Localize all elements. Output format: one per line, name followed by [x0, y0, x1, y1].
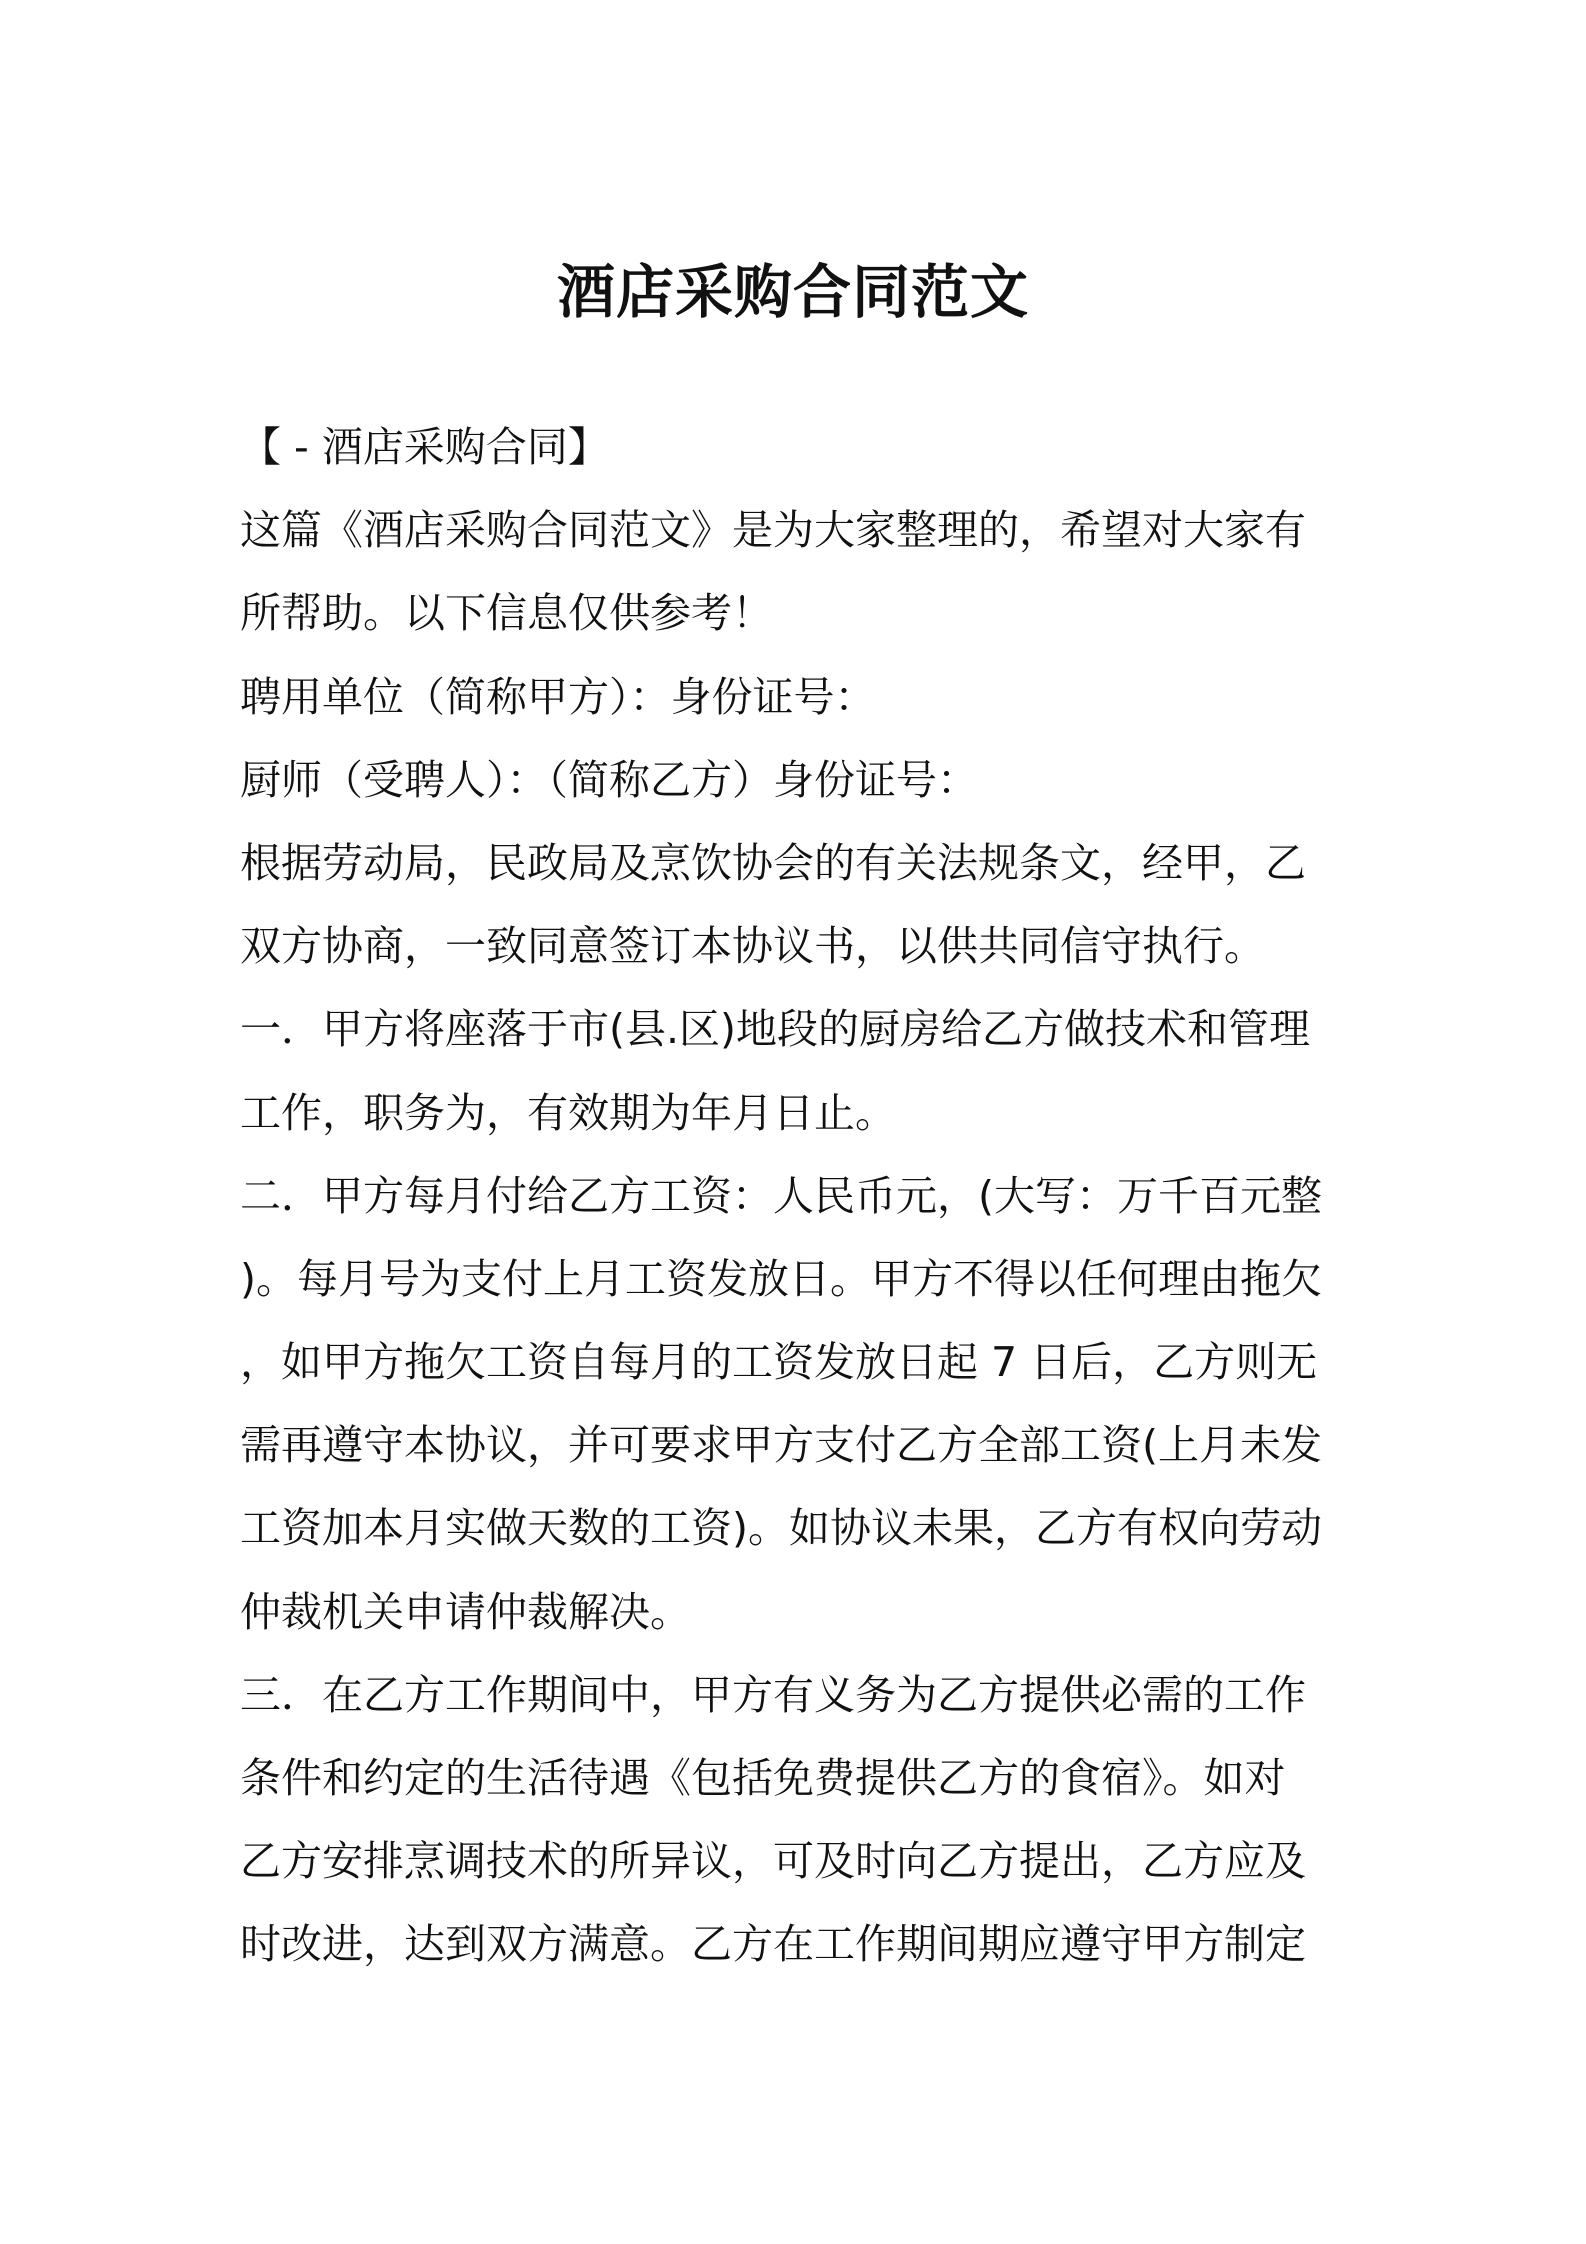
body-line: 工作，职务为，有效期为年月日止。 — [240, 1088, 896, 1137]
body-line: 双方协商，一致同意签订本协议书，以供共同信守执行。 — [240, 922, 1265, 971]
document-title: 酒店采购合同范文 — [556, 258, 1029, 326]
body-line: 聘用单位（简称甲方）：身份证号： — [240, 672, 876, 721]
body-line: 时改进，达到双方满意。乙方在工作期间期应遵守甲方制定 — [240, 1920, 1306, 1969]
body-line: )。每月号为支付上月工资发放日。甲方不得以任何理由拖欠 — [240, 1254, 1322, 1303]
body-line: 所帮助。以下信息仅供参考！ — [240, 589, 773, 638]
body-line: 乙方安排烹调技术的所异议，可及时向乙方提出，乙方应及 — [240, 1837, 1306, 1886]
body-line: 厨师（受聘人）：（简称乙方）身份证号： — [240, 755, 978, 804]
body-line: 三．在乙方工作期间中，甲方有义务为乙方提供必需的工作 — [240, 1670, 1306, 1719]
document-body — [240, 406, 1360, 1987]
body-line: ，如甲方拖欠工资自每月的工资发放日起 7 日后，乙方则无 — [240, 1338, 1318, 1387]
body-line: 【 - 酒店采购合同】 — [240, 423, 609, 471]
body-line: 条件和约定的生活待遇《包括免费提供乙方的食宿》。如对 — [240, 1754, 1286, 1802]
body-line: 一．甲方将座落于市(县.区)地段的厨房给乙方做技术和管理 — [240, 1005, 1311, 1054]
body-line: 这篇《酒店采购合同范文》是为大家整理的，希望对大家有 — [240, 506, 1306, 555]
body-line: 二．甲方每月付给乙方工资：人民币元，(大写：万千百元整 — [240, 1171, 1322, 1220]
body-line: 根据劳动局，民政局及烹饮协会的有关法规条文，经甲，乙 — [240, 838, 1306, 887]
body-line: 需再遵守本协议，并可要求甲方支付乙方全部工资(上月未发 — [240, 1421, 1322, 1470]
body-line: 工资加本月实做天数的工资)。如协议未果，乙方有权向劳动 — [240, 1504, 1322, 1553]
body-line: 仲裁机关申请仲裁解决。 — [240, 1587, 691, 1636]
